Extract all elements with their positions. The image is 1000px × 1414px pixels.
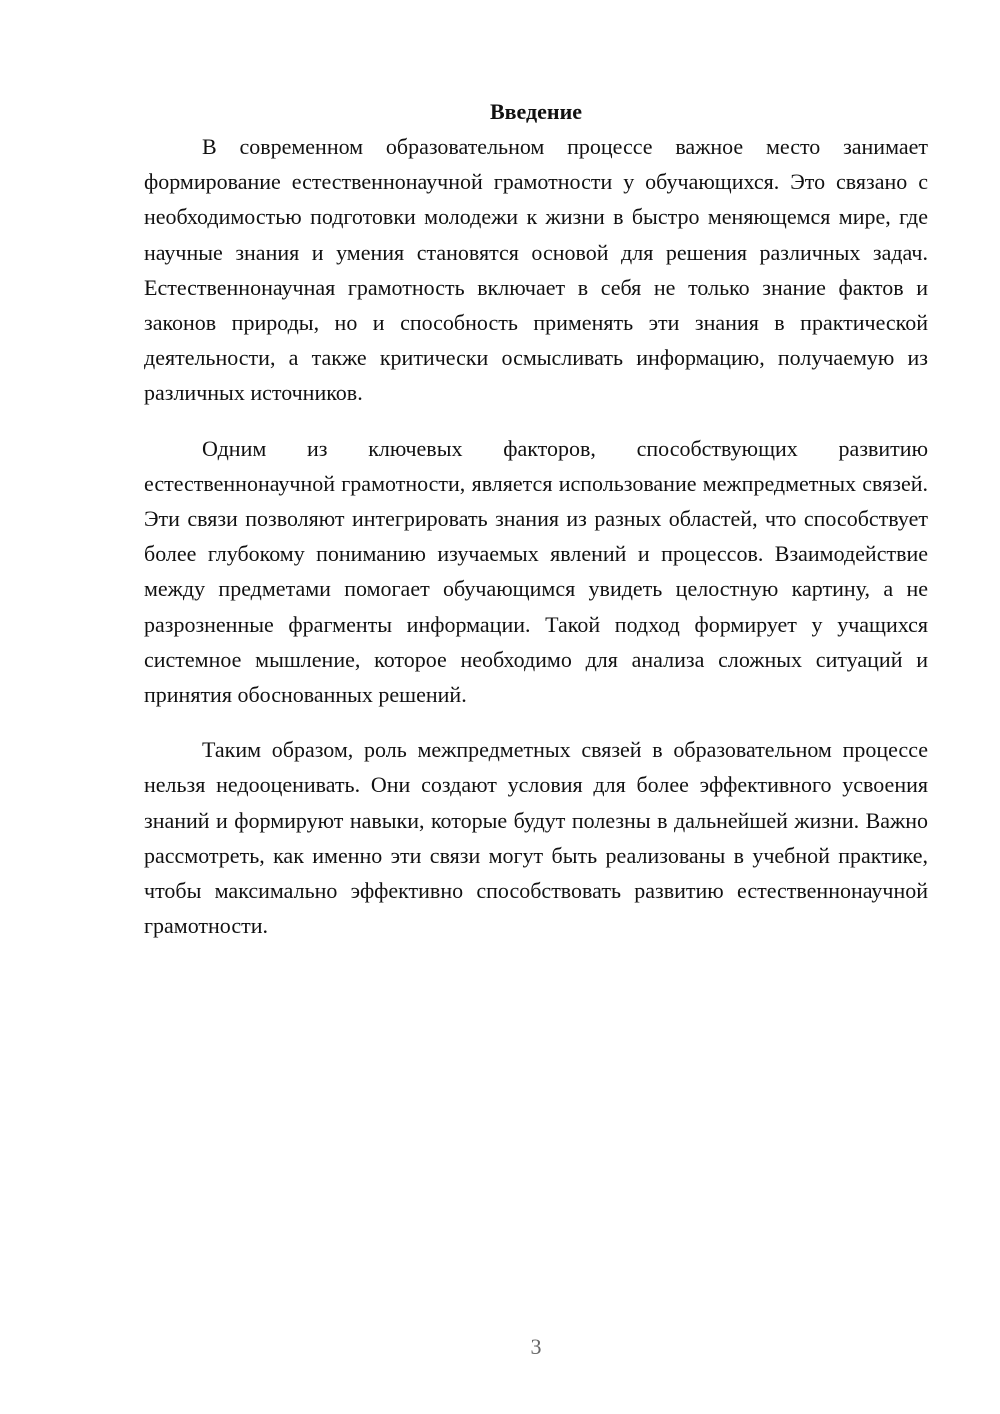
paragraph-2: Одним из ключевых факторов, способствующих развитию естественнонаучной грамотности, является использование межпредметных связей. Эти связи позволяют интегрировать знания из разных областей, что способствует более глубокому пониманию изучаемых явлений и процессов. Взаимодействие между предметами помогает обучающимся увидеть целостную картину, а не разрозненные фрагменты информации. Такой подход формирует у учащихся системное мышление, которое необходимо для анализа сложных ситуаций и принятия обоснованных решений. (144, 435, 928, 708)
paragraph-1: В современном образовательном процессе важное место занимает формирование естественнонаучной грамотности у обучающихся. Это связано с необходимостью подготовки молодежи к жизни в быстро меняющемся мире, где научные знания и умения становятся основой для решения различных задач. Естественнонаучная грамотность включает в себя не только знание фактов и законов природы, но и способность применять эти знания в практической деятельности, а также критически осмысливать информацию, получаемую из различных источников. (144, 134, 928, 406)
section-heading: Введение (489, 99, 583, 124)
page-number: 3 (530, 1334, 542, 1359)
paragraph-3: Таким образом, роль межпредметных связей в образовательном процессе нельзя недооценивать. Они создают условия для более эффективного усвоения знаний и формируют навыки, которые будут полезны в дальнейшей жизни. Важно рассмотреть, как именно эти связи могут быть реализованы в учебной практике, чтобы максимально эффективно способствовать развитию естественнонаучной грамотности. (144, 737, 928, 939)
page-content (144, 94, 928, 943)
